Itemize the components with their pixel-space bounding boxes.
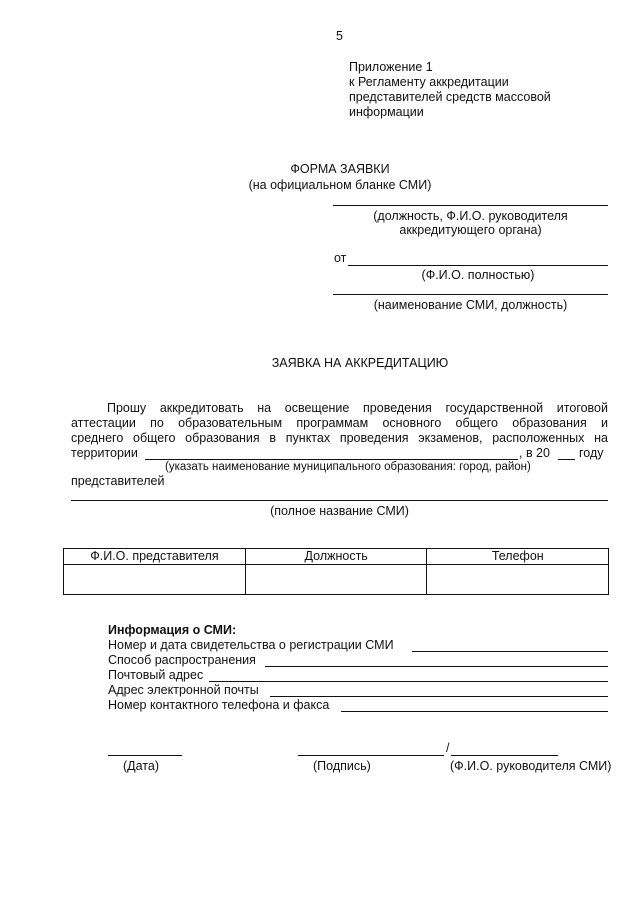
addressee-hint-line-2: аккредитующего органа) <box>399 223 542 237</box>
date-line[interactable] <box>108 755 182 756</box>
appendix-line-4: информации <box>349 105 424 119</box>
territory-hint: (указать наименование муниципального образования: город, район) <box>165 461 531 473</box>
signature-line[interactable] <box>298 755 444 756</box>
signature-slash: / <box>446 741 450 755</box>
postal-address-label: Почтовый адрес <box>108 668 204 682</box>
body-line-1: Прошу аккредитовать на освещение проведения государственной итоговой <box>107 401 608 415</box>
distribution-field[interactable] <box>265 666 608 667</box>
fio-hint: (Ф.И.О. полностью) <box>421 268 535 282</box>
registration-field[interactable] <box>412 651 608 652</box>
table-row <box>64 565 609 595</box>
phone-fax-field[interactable] <box>341 711 608 712</box>
media-name-hint: (наименование СМИ, должность) <box>373 298 568 312</box>
year-prefix: , в 20 <box>519 446 550 460</box>
page-number: 5 <box>336 29 343 43</box>
form-title: ФОРМА ЗАЯВКИ <box>290 162 390 176</box>
representatives-table <box>63 548 609 595</box>
body-line-2: аттестации по образовательным программам основного общего образования и <box>71 416 608 430</box>
table-header-row <box>64 549 609 565</box>
addressee-hint-line-1: (должность, Ф.И.О. руководителя <box>373 209 568 223</box>
appendix-line-1: Приложение 1 <box>349 60 433 74</box>
from-label: от <box>334 251 347 265</box>
appendix-line-3: представителей средств массовой <box>349 90 551 104</box>
media-name-line[interactable] <box>333 294 608 295</box>
body-line-3: среднего общего образования в пунктах проведения экзаменов, расположенных на <box>71 431 608 445</box>
table-cell-position[interactable] <box>245 565 427 595</box>
from-fio-line[interactable] <box>348 265 608 266</box>
table-cell-phone[interactable] <box>427 565 609 595</box>
signature-label: (Подпись) <box>313 759 371 773</box>
media-full-name-hint: (полное название СМИ) <box>270 504 409 518</box>
representatives-label: представителей <box>71 474 165 488</box>
distribution-label: Способ распространения <box>108 653 256 667</box>
table-cell-fio[interactable] <box>64 565 246 595</box>
year-suffix: году <box>579 446 604 460</box>
table-header-fio: Ф.И.О. представителя <box>64 549 246 565</box>
form-subtitle: (на официальном бланке СМИ) <box>248 178 432 192</box>
table-header-position: Должность <box>245 549 427 565</box>
appendix-line-2: к Регламенту аккредитации <box>349 75 509 89</box>
postal-address-field[interactable] <box>209 681 608 682</box>
year-line[interactable] <box>558 459 575 460</box>
media-full-name-line[interactable] <box>71 500 608 501</box>
email-field[interactable] <box>270 696 608 697</box>
email-label: Адрес электронной почты <box>108 683 259 697</box>
media-info-heading: Информация о СМИ: <box>108 623 237 637</box>
phone-fax-label: Номер контактного телефона и факса <box>108 698 330 712</box>
head-fio-line[interactable] <box>451 755 558 756</box>
addressee-position-line[interactable] <box>333 205 608 206</box>
head-fio-label: (Ф.И.О. руководителя СМИ) <box>450 759 612 773</box>
table-header-phone: Телефон <box>427 549 609 565</box>
date-label: (Дата) <box>123 759 160 773</box>
application-title: ЗАЯВКА НА АККРЕДИТАЦИЮ <box>271 356 449 370</box>
territory-label: территории <box>71 446 138 460</box>
registration-label: Номер и дата свидетельства о регистрации СМИ <box>108 638 394 652</box>
